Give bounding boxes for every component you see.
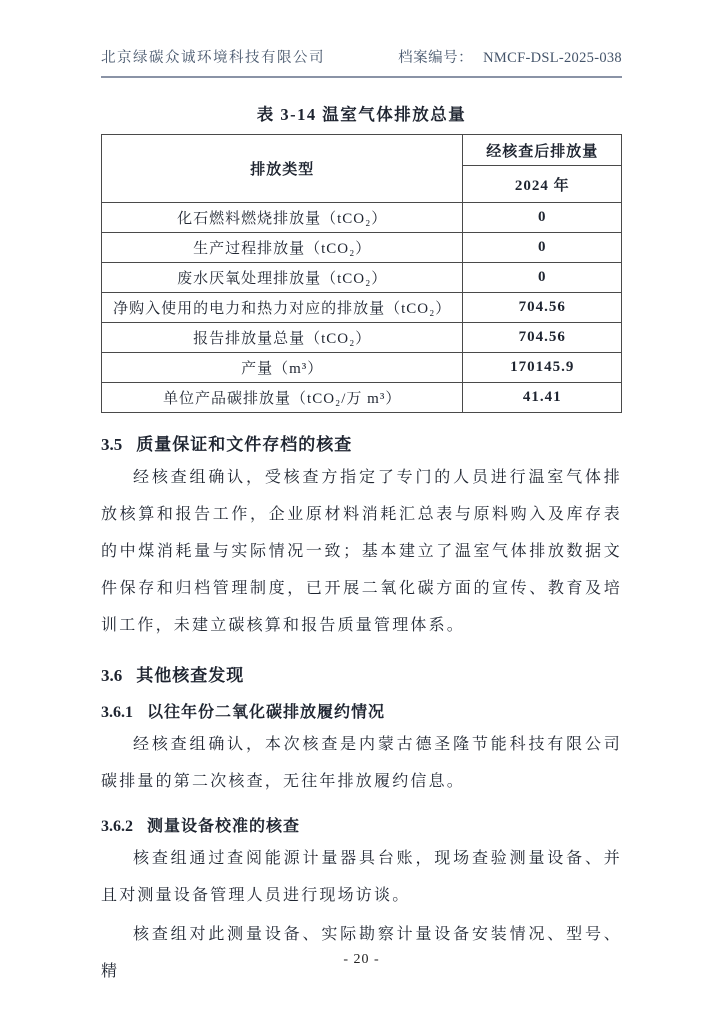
section-number: 3.6.1 bbox=[101, 704, 133, 721]
table-row bbox=[102, 323, 622, 353]
row-label: 生产过程排放量（tCO₂） bbox=[102, 233, 463, 263]
row-value: 0 bbox=[463, 203, 622, 233]
table-header-row bbox=[102, 135, 622, 166]
file-number-label: 档案编号： bbox=[398, 50, 474, 66]
row-label: 化石燃料燃烧排放量（tCO₂） bbox=[102, 203, 463, 233]
row-value: 170145.9 bbox=[463, 353, 622, 383]
row-label: 产量（m³） bbox=[102, 353, 463, 383]
section-heading-3-6-2 bbox=[101, 813, 622, 836]
row-value: 0 bbox=[463, 233, 622, 263]
page-header bbox=[101, 0, 622, 78]
file-number bbox=[398, 46, 622, 67]
section-heading-3-6 bbox=[101, 661, 622, 686]
section-title: 测量设备校准的核查 bbox=[147, 818, 301, 835]
section-title: 其他核查发现 bbox=[136, 666, 245, 685]
row-label: 净购入使用的电力和热力对应的排放量（tCO₂） bbox=[102, 293, 463, 323]
row-value: 704.56 bbox=[463, 293, 622, 323]
table-row bbox=[102, 233, 622, 263]
table-title: 表 3-14 温室气体排放总量 bbox=[256, 105, 467, 124]
row-value: 41.41 bbox=[463, 383, 622, 413]
row-value: 0 bbox=[463, 263, 622, 293]
row-label: 废水厌氧处理排放量（tCO₂） bbox=[102, 263, 463, 293]
column-header-year: 2024 年 bbox=[463, 166, 622, 203]
paragraph: 核查组通过查阅能源计量器具台账，现场查验测量设备、并且对测量设备管理人员进行现场访谈。 bbox=[101, 850, 622, 904]
table-row bbox=[102, 383, 622, 413]
table-row bbox=[102, 263, 622, 293]
section-number: 3.6 bbox=[101, 666, 123, 685]
paragraph: 经核查组确认，本次核查是内蒙古德圣隆节能科技有限公司碳排量的第二次核查，无往年排放履约信息。 bbox=[101, 736, 622, 790]
column-header-verified: 经核查后排放量 bbox=[463, 135, 622, 166]
row-value: 704.56 bbox=[463, 323, 622, 353]
section-title: 以往年份二氧化碳排放履约情况 bbox=[147, 704, 386, 721]
page-number: - 20 - bbox=[343, 952, 380, 967]
file-number-value: NMCF-DSL-2025-038 bbox=[483, 50, 622, 66]
section-heading-3-5 bbox=[101, 430, 622, 455]
paragraph: 经核查组确认，受核查方指定了专门的人员进行温室气体排放核算和报告工作，企业原材料消耗汇总表与原料购入及库存表的中煤消耗量与实际情况一致；基本建立了温室气体排放数据文件保存和归档管理制度，已开展二氧化碳方面的宣传、教育及培训工作，未建立碳核算和报告质量管理体系。 bbox=[101, 469, 622, 634]
paragraph: 核查组对此测量设备、实际勘察计量设备安装情况、型号、精 bbox=[101, 926, 622, 980]
section-heading-3-6-1 bbox=[101, 699, 622, 722]
section-title: 质量保证和文件存档的核查 bbox=[136, 435, 353, 454]
section-number: 3.6.2 bbox=[101, 818, 133, 835]
company-name: 北京绿碳众诚环境科技有限公司 bbox=[101, 50, 325, 66]
row-label: 报告排放量总量（tCO₂） bbox=[102, 323, 463, 353]
row-label: 单位产品碳排放量（tCO₂/万 m³） bbox=[102, 383, 463, 413]
column-header-type: 排放类型 bbox=[102, 135, 463, 203]
section-number: 3.5 bbox=[101, 435, 123, 454]
table-row bbox=[102, 203, 622, 233]
emissions-table bbox=[101, 134, 622, 413]
table-row bbox=[102, 353, 622, 383]
table-row bbox=[102, 293, 622, 323]
